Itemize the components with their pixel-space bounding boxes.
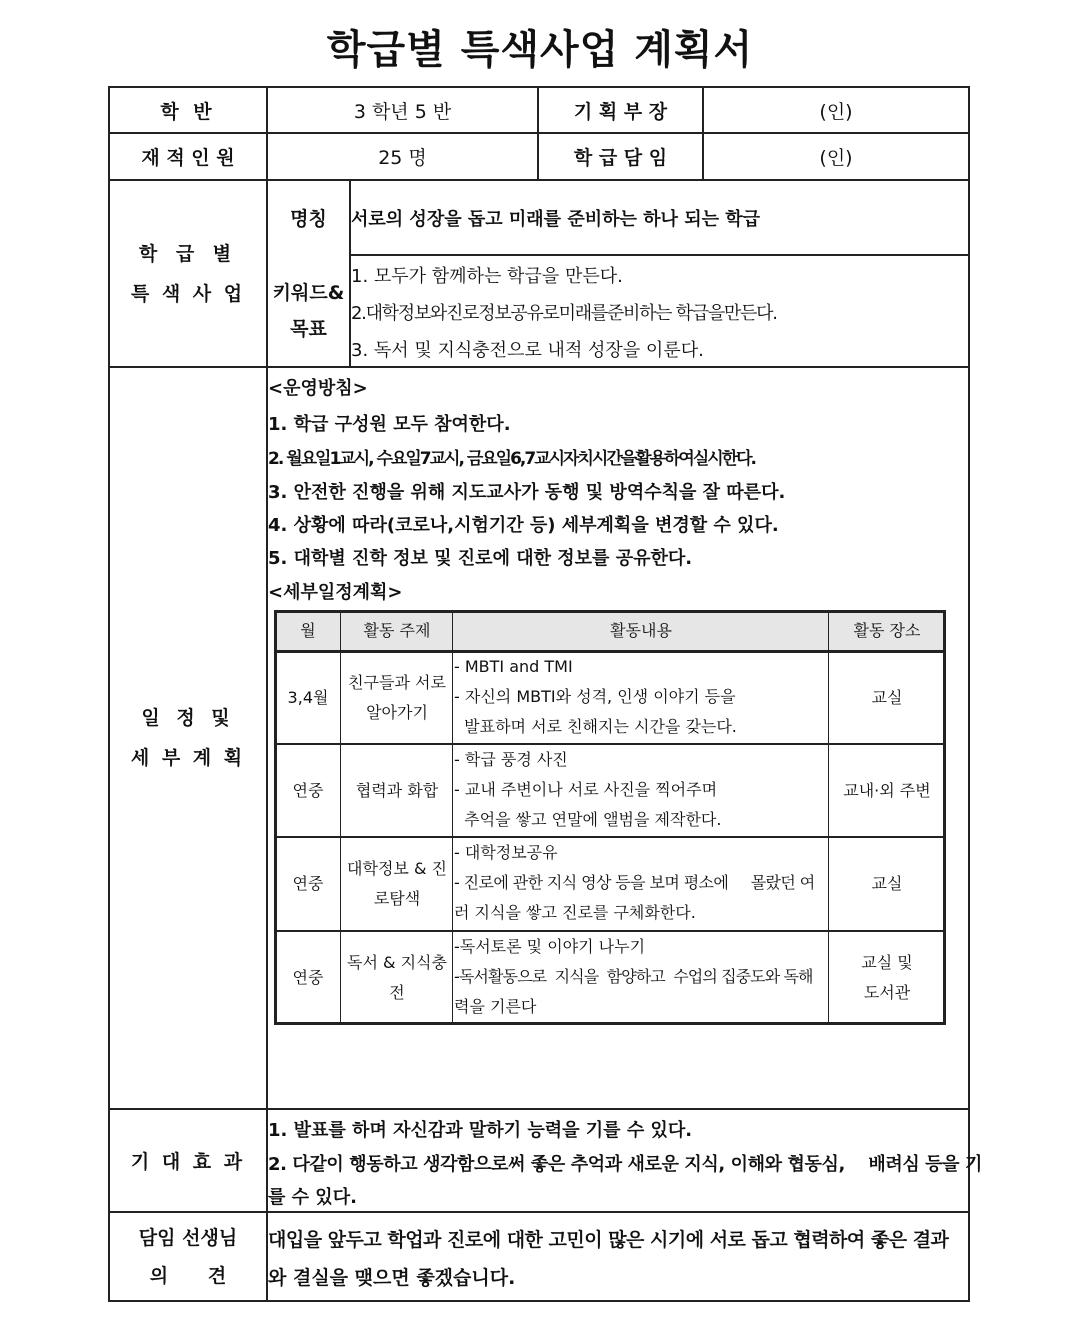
effect-label: 기 대 효 과 bbox=[130, 1151, 246, 1173]
content-line: -독서활동으로 지식을 함양하고 수업의 집중도와 독해 bbox=[454, 967, 813, 986]
topic-line: 독서 & 지식충 bbox=[347, 952, 447, 972]
place-line: 교실 및 bbox=[861, 952, 913, 972]
content-line: 추억을 쌓고 연말에 앨범을 제작한다. bbox=[454, 810, 722, 829]
schedule-section-label-1: 일 정 및 bbox=[141, 707, 235, 729]
topic-line: 대학정보 & 진 bbox=[347, 859, 447, 878]
content-line: - 진로에 관한 지식 영상 등을 보며 평소에 몰랐던 여 bbox=[454, 873, 815, 892]
table-row-place: 교실 bbox=[871, 874, 903, 893]
policy-header: <운영방침> bbox=[268, 378, 368, 399]
enrollment-value: 25 명 bbox=[378, 147, 427, 169]
policy-item: 1. 학급 구성원 모두 참여한다. bbox=[268, 414, 511, 435]
table-row-month: 3,4월 bbox=[287, 687, 329, 707]
place-line: 도서관 bbox=[863, 982, 911, 1002]
effect-line: 2. 다같이 행동하고 생각함으로써 좋은 추억과 새로운 지식, 이해와 협동심, 배려심 등을 기 bbox=[268, 1154, 983, 1175]
policy-item: 5. 대학별 진학 정보 및 진로에 대한 정보를 공유한다. bbox=[268, 548, 693, 569]
content-line: - 학급 풍경 사진 bbox=[454, 750, 568, 769]
goal-item: 1. 모두가 함께하는 학급을 만든다. bbox=[351, 266, 623, 287]
planning-head-seal: (인) bbox=[819, 100, 853, 123]
content-line: -독서토론 및 이야기 나누기 bbox=[454, 937, 646, 956]
opinion-label-2: 의 견 bbox=[149, 1264, 227, 1287]
topic-line: 전 bbox=[389, 982, 405, 1002]
project-name-value: 서로의 성장을 돕고 미래를 준비하는 하나 되는 학급 bbox=[351, 209, 761, 230]
homeroom-teacher-seal: (인) bbox=[819, 147, 853, 169]
opinion-line: 대입을 앞두고 학업과 진로에 대한 고민이 많은 시기에 서로 돕고 협력하여 좋은 결과 bbox=[268, 1229, 949, 1251]
policy-item: 3. 안전한 진행을 위해 지도교사가 동행 및 방역수칙을 잘 따른다. bbox=[268, 482, 786, 503]
table-header-month: 월 bbox=[300, 621, 316, 640]
table-row-month: 연중 bbox=[292, 780, 324, 800]
table-header-topic: 활동 주제 bbox=[363, 621, 431, 640]
table-header-place: 활동 장소 bbox=[853, 621, 921, 640]
table-row-topic bbox=[342, 652, 452, 743]
content-line: - 자신의 MBTI와 성격, 인생 이야기 등을 bbox=[454, 687, 736, 706]
document-title: 학급별 특색사업 계획서 bbox=[326, 27, 754, 73]
topic-line: 친구들과 서로 bbox=[348, 672, 446, 692]
content-line: - MBTI and TMI bbox=[454, 657, 573, 676]
table-row-topic bbox=[342, 932, 452, 1023]
table-header-content: 활동내용 bbox=[610, 621, 672, 640]
project-section-label-1: 학 급 별 bbox=[138, 242, 238, 265]
table-row-month: 연중 bbox=[292, 874, 324, 893]
table-row-place: 교실 bbox=[871, 687, 903, 707]
project-section-label bbox=[110, 181, 266, 366]
keyword-label-2: 목표 bbox=[290, 318, 327, 340]
content-line: - 대학정보공유 bbox=[454, 843, 558, 862]
content-line: 력을 기른다 bbox=[454, 997, 537, 1016]
goal-item: 3. 독서 및 지식충전으로 내적 성장을 이룬다. bbox=[351, 340, 704, 361]
opinion-line: 와 결실을 맺으면 좋겠습니다. bbox=[268, 1267, 516, 1289]
topic-line: 로탐색 bbox=[373, 889, 421, 908]
table-row-topic bbox=[342, 838, 452, 930]
content-line: 발표하며 서로 친해지는 시간을 갖는다. bbox=[454, 717, 737, 736]
project-name-label: 명칭 bbox=[290, 208, 327, 230]
policy-item: 4. 상황에 따라(코로나,시험기간 등) 세부계획을 변경할 수 있다. bbox=[268, 515, 779, 536]
detail-header: <세부일정계획> bbox=[268, 582, 403, 603]
planning-head-label: 기 획 부 장 bbox=[573, 100, 668, 123]
table-row-month: 연중 bbox=[292, 967, 324, 987]
effect-line: 1. 발표를 하며 자신감과 말하기 능력을 기를 수 있다. bbox=[268, 1120, 693, 1141]
table-row-place bbox=[830, 932, 944, 1023]
table-row-place: 교내·외 주변 bbox=[843, 780, 931, 800]
topic-line: 알아가기 bbox=[366, 702, 428, 722]
homeroom-teacher-label: 학 급 담 임 bbox=[573, 147, 668, 169]
schedule-section-label bbox=[110, 368, 266, 1108]
class-value: 3 학년 5 반 bbox=[353, 100, 452, 123]
content-line: 러 지식을 쌓고 진로를 구체화한다. bbox=[454, 903, 696, 922]
goal-item: 2.대학정보와진로정보공유로미래를준비하는 학급을만든다. bbox=[351, 303, 777, 324]
opinion-label-1: 담임 선생님 bbox=[138, 1226, 238, 1249]
class-label: 학 반 bbox=[160, 100, 216, 123]
keyword-label-1: 키워드& bbox=[272, 282, 345, 304]
project-section-label-2: 특 색 사 업 bbox=[130, 282, 246, 305]
opinion-label bbox=[110, 1213, 266, 1300]
table-row-topic: 협력과 화합 bbox=[355, 780, 439, 800]
keyword-label bbox=[268, 256, 349, 366]
content-line: - 교내 주변이나 서로 사진을 찍어주며 bbox=[454, 780, 718, 799]
schedule-section-label-2: 세 부 계 획 bbox=[130, 747, 246, 769]
policy-item: 2. 월요일1교시, 수요일7교시, 금요일6,7교시자치시간을활용하여실시한다. bbox=[268, 449, 756, 469]
effect-line: 를 수 있다. bbox=[268, 1187, 357, 1208]
enrollment-label: 재 적 인 원 bbox=[141, 147, 235, 169]
